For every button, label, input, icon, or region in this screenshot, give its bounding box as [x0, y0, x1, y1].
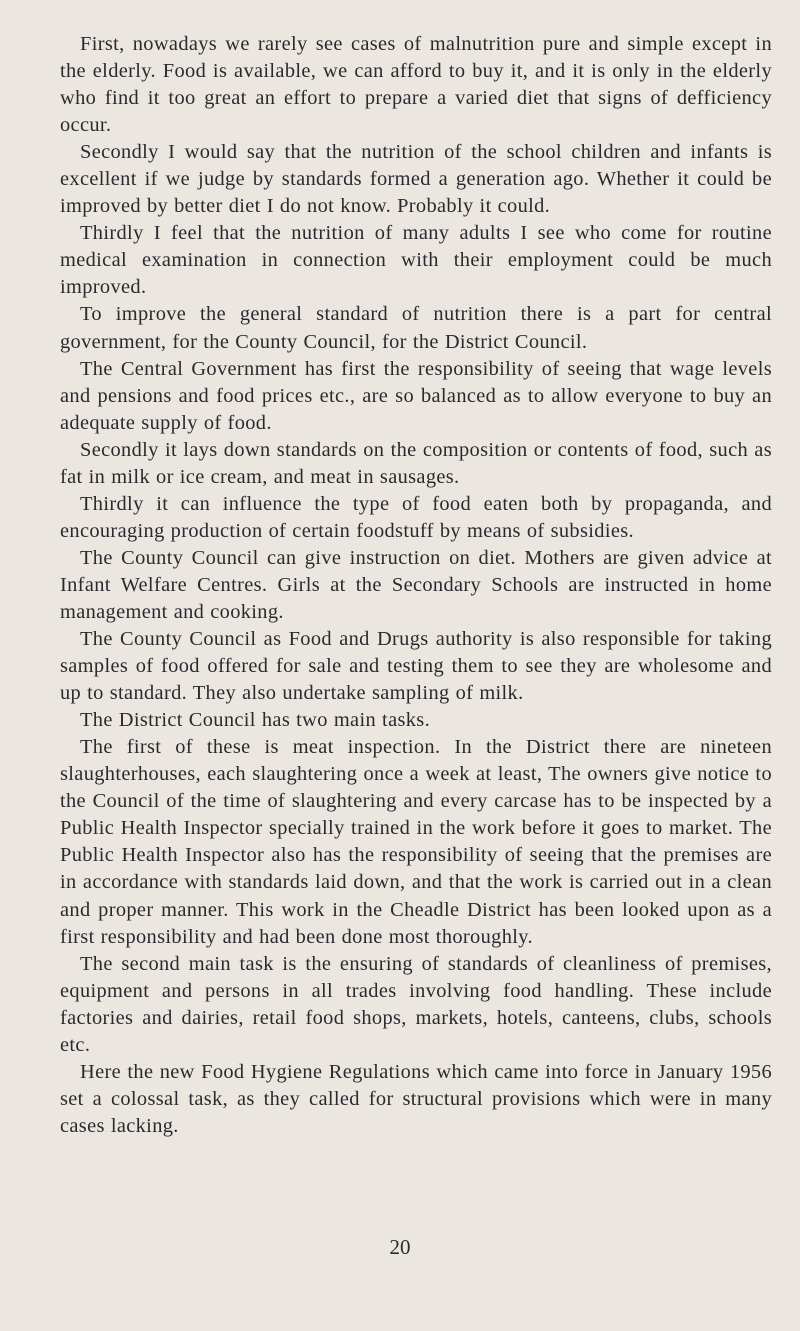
paragraph-malnutrition-elderly: First, nowadays we rarely see cases of malnutrition pure and simple except in the elderly. Food is available, we can afford to buy it, and it is only in the elderly who find it too great an effort to prepare a varied diet that signs of defficiency occur.	[60, 33, 772, 137]
paragraph-food-drugs-authority: The County Council as Food and Drugs authority is also responsible for taking samples of food offered for sale and testing them to see they are wholesome and up to standard. They also undertake sampling of milk.	[60, 628, 772, 705]
paragraph-food-hygiene-regulations: Here the new Food Hygiene Regulations which came into force in January 1956 set a colossal task, as they called for structural provisions which were in many cases lacking.	[60, 1060, 772, 1137]
paragraph-improve-standard: To improve the general standard of nutrition there is a part for central government, for the County Council, for the District Council.	[60, 303, 772, 353]
paragraph-district-council-tasks: The District Council has two main tasks.	[80, 709, 431, 732]
page-number: 20	[389, 1235, 411, 1259]
paragraph-county-council-diet: The County Council can give instruction on diet. Mothers are given advice at Infant Welfare Centres. Girls at the Secondary Schools are instructed in home management and cooking.	[60, 546, 772, 623]
paragraph-cleanliness-standards: The second main task is the ensuring of standards of cleanliness of premises, equipment and persons in all trades involving food handling. These include factories and dairies, retail food shops, markets, hotels, canteens, clubs, schools etc.	[60, 952, 772, 1056]
paragraph-meat-inspection: The first of these is meat inspection. In the District there are nineteen slaughterhouses, each slaughtering once a week at least, The owners give notice to the Council of the time of slaughtering and every carcase has to be inspected by a Public Health Inspector specially trained in the work before it goes to market. The Public Health Inspector also has the responsibility of seeing that the premises are in accordance with standards laid down, and that the work is carried out in a clean and proper manner. This work in the Cheadle District has been looked upon as a first responsibility and had been done most thoroughly.	[60, 736, 772, 948]
body-text	[60, 31, 772, 1140]
paragraph-adult-nutrition: Thirdly I feel that the nutrition of many adults I see who come for routine medical examination in connection with their employment could be much improved.	[60, 222, 772, 299]
paragraph-school-children-nutrition: Secondly I would say that the nutrition of the school children and infants is excellent if we judge by standards formed a generation ago. Whether it could be improved by better diet I do not know. Probably it could.	[60, 141, 772, 218]
paragraph-food-standards: Secondly it lays down standards on the composition or contents of food, such as fat in milk or ice cream, and meat in sausages.	[60, 438, 772, 488]
paragraph-central-government: The Central Government has first the responsibility of seeing that wage levels and pensions and food prices etc., are so balanced as to allow everyone to buy an adequate supply of food.	[60, 357, 772, 434]
paragraph-influence-food-type: Thirdly it can influence the type of food eaten both by propaganda, and encouraging production of certain foodstuff by means of subsidies.	[60, 492, 772, 542]
